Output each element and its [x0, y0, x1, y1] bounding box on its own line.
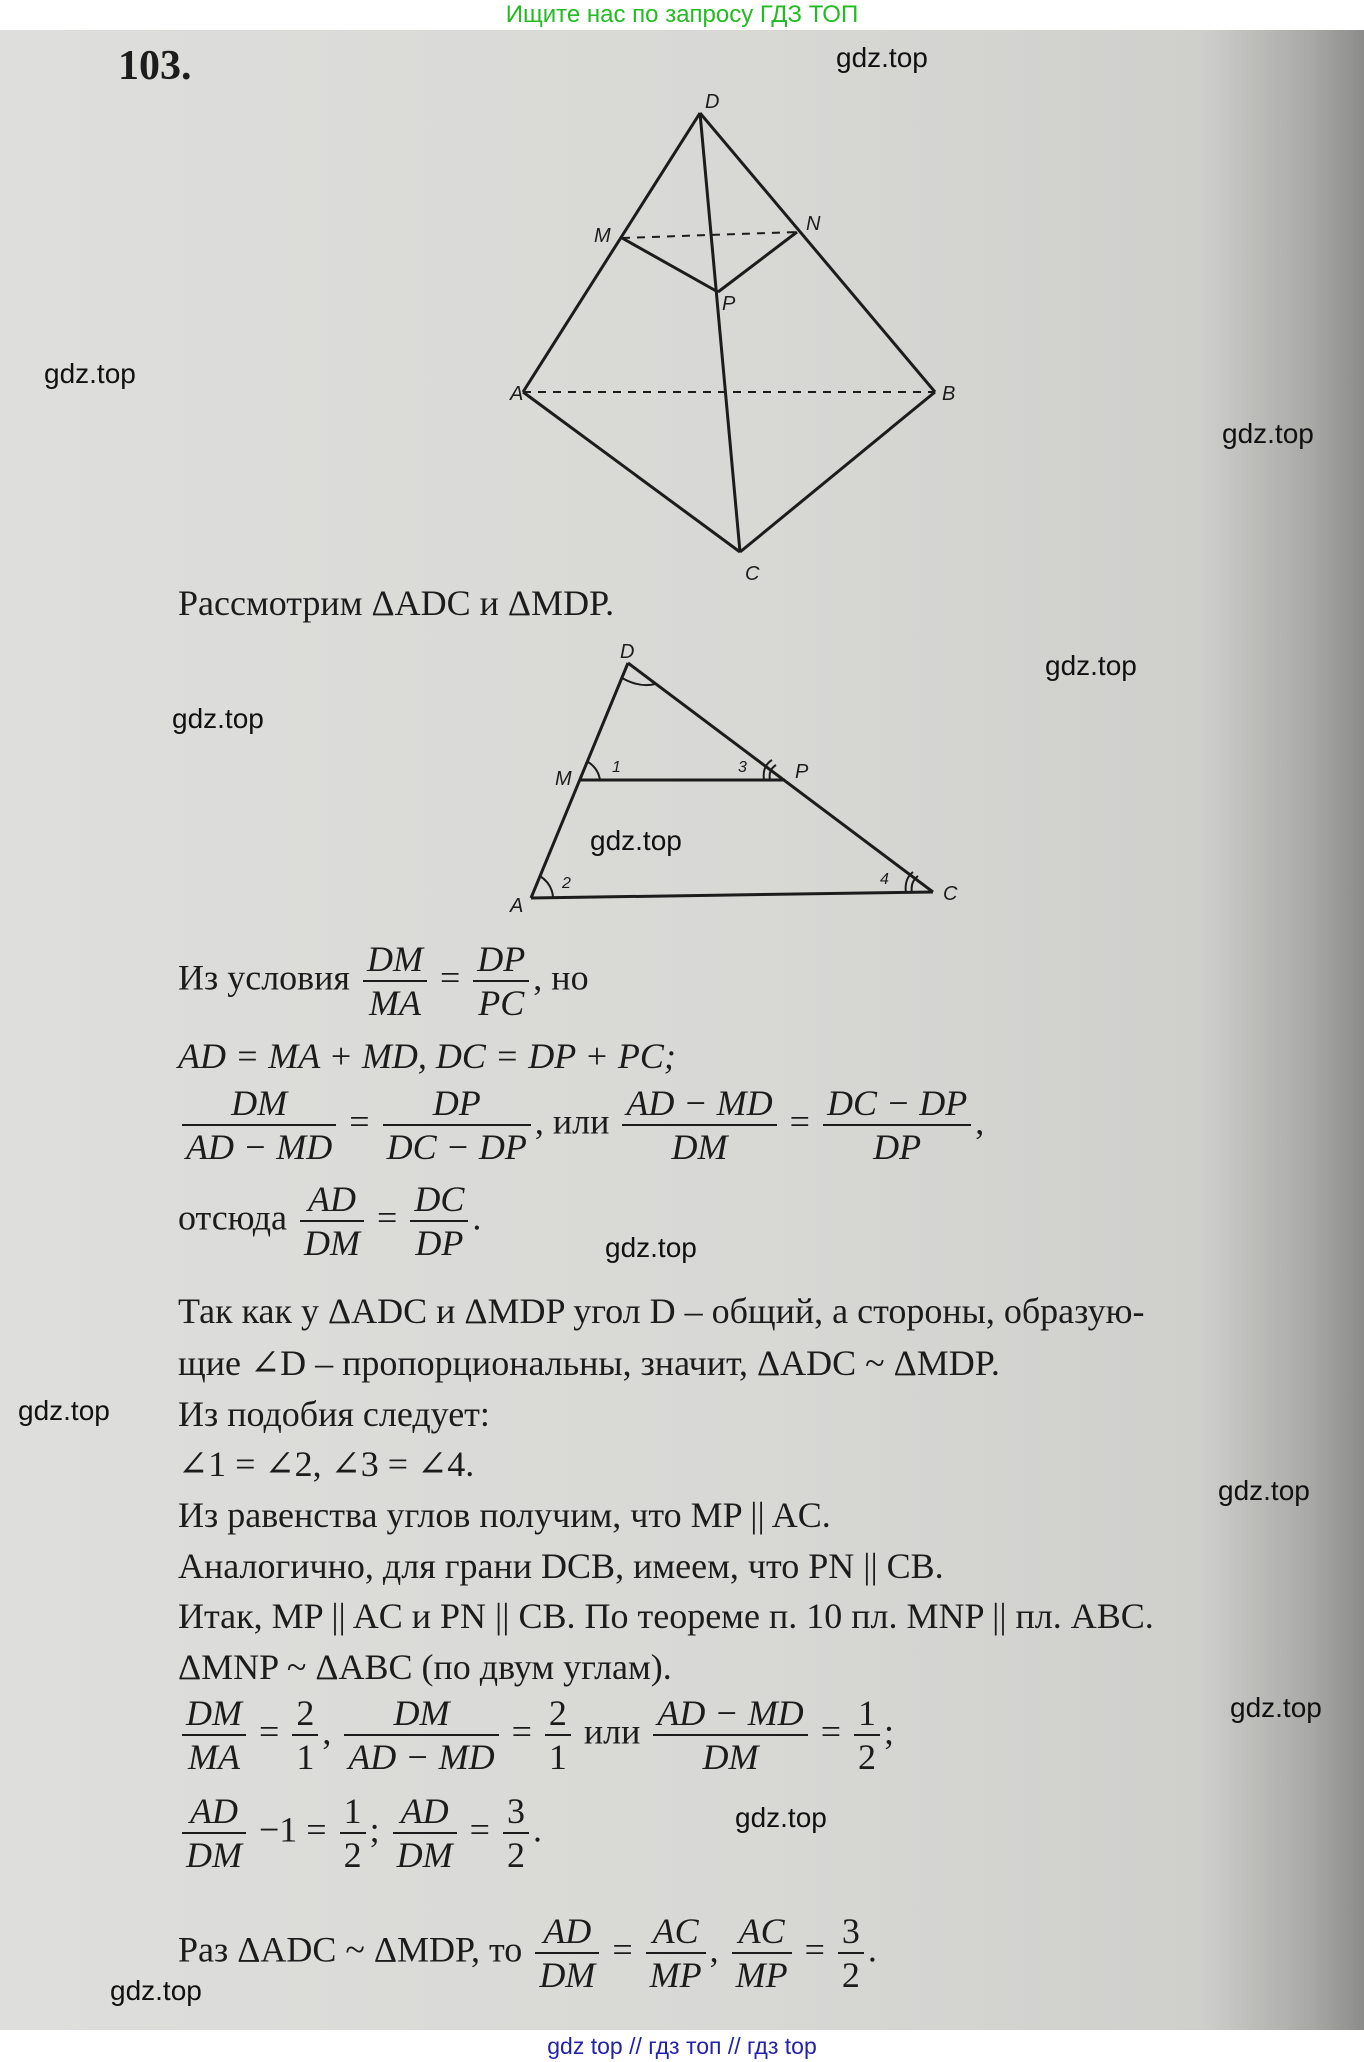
eq-sign: =: [349, 1101, 370, 1142]
tri-label-M: M: [555, 768, 572, 790]
segment-MP: [622, 238, 718, 292]
frac-dc-dp: $\frac{DC}{DP}$: [410, 1178, 468, 1264]
frac-dp-pc: $\frac{DP}{PC}$: [473, 938, 529, 1024]
text-mnp: ΔMNP ~ ΔABC (по двум углам).: [178, 1647, 672, 1687]
frac-1-2: $\frac{1}{2}$: [854, 1692, 880, 1778]
text-ad-sum: AD = MA + MD, DC = DP + PC;: [178, 1036, 676, 1076]
comma: ,: [975, 1101, 985, 1142]
text-but: , но: [533, 957, 589, 998]
arc-1: [588, 762, 600, 780]
frac-dm-ma: $\frac{DM}{MA}$: [363, 938, 427, 1024]
text-since-1: Так как у ΔADC и ΔMDP угол D – общий, а стороны, образую-: [178, 1291, 1145, 1331]
watermark: gdz.top: [735, 1802, 827, 1833]
frac-3-2b: $\frac{3}{2}$: [838, 1910, 864, 1996]
text-since-2: щие ∠D – пропорциональны, значит, ΔADC ~ ΔMDP.: [178, 1343, 1000, 1383]
text-ili: или: [583, 1711, 641, 1752]
text-angles: ∠1 = ∠2, ∠3 = ∠4.: [178, 1444, 475, 1484]
text-itak: Итак, MP || AC и PN || CB. По теореме п. 10 пл. MNP || пл. ABC.: [178, 1596, 1154, 1636]
frac-ad-dm-4: $\frac{AD}{DM}$: [535, 1910, 599, 1996]
tri-label-P: P: [795, 761, 809, 783]
label-D: D: [705, 91, 720, 113]
text-hence: отсюда: [178, 1197, 288, 1238]
segment-NP: [718, 232, 797, 292]
frac-2-1: $\frac{2}{1}$: [292, 1692, 318, 1778]
text-parallel: Из равенства углов получим, что MP || AC.: [178, 1495, 831, 1535]
edge-DC: [700, 113, 740, 552]
frac-dm-ma-2: $\frac{DM}{MA}$: [182, 1692, 246, 1778]
tri-DC: [628, 663, 933, 892]
frac-admd-dm-2: $\frac{AD - MD}{DM}$: [653, 1692, 807, 1778]
frac-3-2: $\frac{3}{2}$: [503, 1790, 529, 1876]
angle-1: 1: [612, 759, 621, 776]
eq-sign: =: [469, 1809, 490, 1850]
angle-2: 2: [562, 875, 571, 892]
watermark: gdz.top: [110, 1975, 202, 2006]
frac-dcdp-dp: $\frac{DC - DP}{DP}$: [823, 1082, 971, 1168]
angle-3: 3: [738, 759, 747, 776]
arc-2: [540, 876, 553, 897]
math-ratios: [178, 1692, 894, 1778]
text-consider: Рассмотрим ΔADC и ΔMDP.: [178, 583, 615, 623]
tri-label-A: A: [510, 895, 524, 917]
watermark: gdz.top: [1230, 1692, 1322, 1723]
watermark: gdz.top: [590, 825, 682, 856]
problem-number: 103.: [118, 43, 192, 89]
math-transform: [178, 1082, 984, 1168]
watermark: gdz.top: [172, 703, 264, 734]
eq-sign: =: [804, 1929, 825, 1970]
tri-AC: [531, 892, 933, 898]
edge-AC: [523, 392, 740, 552]
frac-ad-dm-2: $\frac{AD}{DM}$: [182, 1790, 246, 1876]
eq-sign: =: [259, 1711, 280, 1752]
bottom-banner[interactable]: gdz top // гдз топ // гдз top: [0, 2030, 1364, 2062]
frac-1-2b: $\frac{1}{2}$: [340, 1790, 366, 1876]
frac-admd-dm: $\frac{AD - MD}{DM}$: [622, 1082, 776, 1168]
frac-ac-mp-2: $\frac{AC}{MP}$: [732, 1910, 792, 1996]
watermark: gdz.top: [1045, 650, 1137, 681]
edge-DB: [700, 113, 935, 392]
text-similarity: Из подобия следует:: [178, 1394, 490, 1434]
eq-sign: =: [511, 1711, 532, 1752]
frac-dm-admd-2: $\frac{DM}{AD - MD}$: [344, 1692, 498, 1778]
label-C: C: [745, 563, 760, 585]
eq-sign: =: [612, 1929, 633, 1970]
frac-dm-admd: $\frac{DM}{AD - MD}$: [182, 1082, 336, 1168]
math-ad-dm: [178, 1790, 542, 1876]
top-banner[interactable]: Ищите нас по запросу ГДЗ ТОП: [0, 0, 1364, 30]
label-M: M: [594, 225, 611, 247]
label-N: N: [806, 213, 821, 235]
dot: .: [472, 1197, 482, 1238]
eq-sign: =: [789, 1101, 810, 1142]
eq-sign: =: [439, 957, 461, 998]
text-analog: Аналогично, для грани DCB, имеем, что PN || CB.: [178, 1546, 944, 1586]
eq-sign: =: [820, 1711, 841, 1752]
text-from-condition: Из условия: [178, 957, 350, 998]
dot: .: [867, 1929, 877, 1970]
watermark: gdz.top: [605, 1232, 697, 1263]
math-condition: [178, 938, 589, 1024]
math-conclusion: [178, 1910, 877, 1996]
semicolon: ;: [369, 1809, 380, 1850]
dot: .: [532, 1809, 542, 1850]
frac-dp-dcdp: $\frac{DP}{DC - DP}$: [383, 1082, 531, 1168]
minus-one: −1 =: [259, 1809, 327, 1850]
edge-BC: [740, 392, 935, 552]
watermark: gdz.top: [18, 1395, 110, 1426]
semicolon: ;: [884, 1711, 895, 1752]
math-hence: [178, 1178, 481, 1264]
comma: ,: [709, 1929, 719, 1970]
angle-4: 4: [880, 871, 889, 888]
frac-ac-mp: $\frac{AC}{MP}$: [646, 1910, 706, 1996]
label-P: P: [722, 293, 736, 315]
label-B: B: [942, 383, 956, 405]
watermark: gdz.top: [1218, 1475, 1310, 1506]
watermark: gdz.top: [44, 358, 136, 389]
tri-label-D: D: [620, 641, 635, 663]
text-since-sim: Раз ΔADC ~ ΔMDP, то: [178, 1929, 523, 1970]
eq-sign: =: [377, 1197, 398, 1238]
frac-ad-dm: $\frac{AD}{DM}$: [300, 1178, 364, 1264]
watermark: gdz.top: [1222, 418, 1314, 449]
frac-2-1b: $\frac{2}{1}$: [545, 1692, 571, 1778]
comma: ,: [322, 1711, 332, 1752]
text-or: , или: [534, 1101, 610, 1142]
watermark: gdz.top: [836, 42, 928, 73]
tri-label-C: C: [943, 883, 958, 905]
label-A: A: [510, 383, 524, 405]
edge-DA: [523, 113, 700, 392]
frac-ad-dm-3: $\frac{AD}{DM}$: [393, 1790, 457, 1876]
